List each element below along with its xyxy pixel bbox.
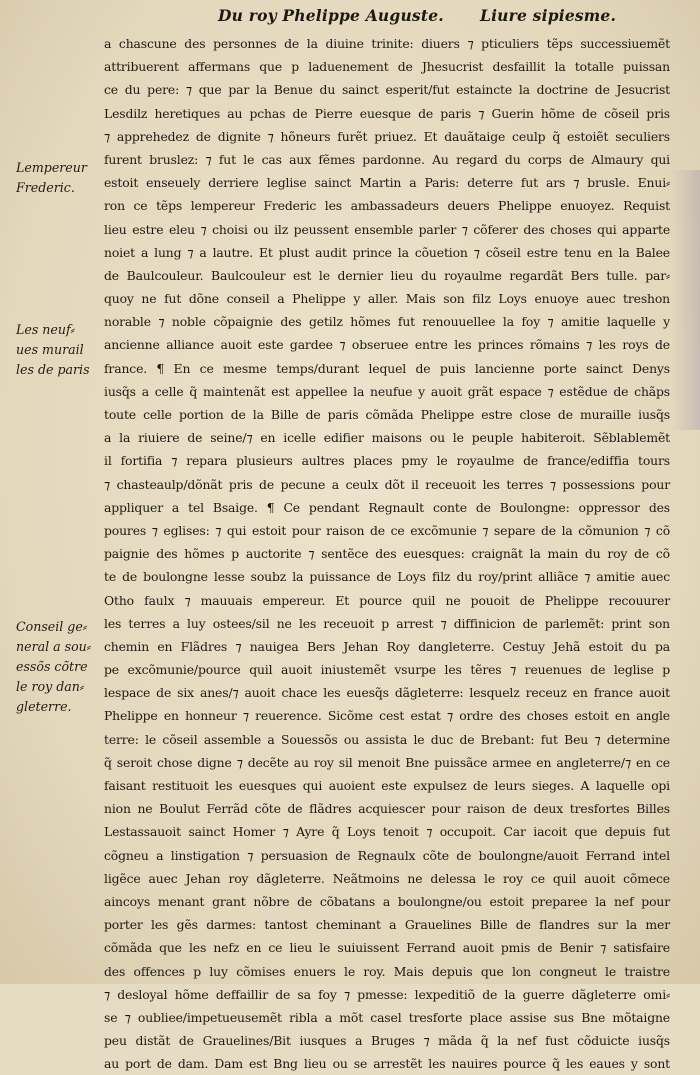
body-text-block	[104, 32, 670, 1075]
text-line: les terres a luy ostees/sil ne les receuoit p arrest ⁊ diffinicion de parlemẽt: print son	[104, 615, 670, 631]
text-line: ancienne alliance auoit este gardee ⁊ obseruee entre les princes rõmains ⁊ les roys de	[104, 337, 670, 353]
text-line: a chascune des personnes de la diuine trinite: diuers ⁊ pticuliers tẽps successiuemẽt	[104, 36, 670, 51]
running-head-book: Liure sipiesme.	[480, 6, 617, 25]
text-line: ce du pere: ⁊ que par la Benue du sainct esperit/fut estaincte la doctrine de Jesucrist	[104, 82, 670, 98]
text-line: toute celle portion de la Bille de paris cõmãda Phelippe estre close de muraille iusq̃s	[104, 407, 670, 422]
text-line: ⁊ desloyal hõme deffaillir de sa foy ⁊ pmesse: lexpeditiõ de la guerre dãgleterre omi⸗	[104, 986, 670, 1002]
text-line: norable ⁊ noble cõpaignie des getilz hõmes fut renouuellee la foy ⁊ amitie laquelle y	[104, 314, 670, 330]
text-line: chemin en Flãdres ⁊ nauigea Bers Jehan Roy dangleterre. Cestuy Jehã estoit du pa	[104, 638, 670, 654]
margin-note-neufs-murail: Les neuf⸗ ues murail les de paris	[16, 322, 90, 377]
text-line: cõgneu a linstigation ⁊ persuasion de Regnaulx cõte de boulongne/auoit Ferrand intel	[104, 847, 670, 863]
text-line: lespace de six anes/⁊ auoit chace les euesq̃s dãgleterre: lesquelz receuz en france auoit	[104, 685, 670, 701]
text-line: aincoys menant grant nõbre de cõbatans a boulongne/ou estoit preparee la nef pour	[104, 893, 670, 909]
text-line: france. ¶ En ce mesme temps/durant lequel de puis lancienne porte sainct Denys	[104, 360, 670, 376]
text-line: Lesdilz heretiques au pchas de Pierre euesque de paris ⁊ Guerin hõme de cõseil pris	[104, 105, 670, 121]
text-line: Otho faulx ⁊ mauuais empereur. Et pource quil ne pouoit de Phelippe recouurer	[104, 592, 670, 608]
paper-edge-stain	[672, 170, 700, 430]
text-line: terre: le cõseil assemble a Souessõs ou assista le duc de Brebant: fut Beu ⁊ determine	[104, 731, 670, 747]
margin-notes	[0, 0, 98, 984]
text-line: appliquer a tel Bsaige. ¶ Ce pendant Regnault conte de Boulongne: oppressor des	[104, 499, 670, 515]
text-line: paignie des hõmes p auctorite ⁊ sentẽce des euesques: craignãt la main du roy de cõ	[104, 546, 670, 562]
text-line: faisant restituoit les euesques qui auoient este expulsez de leurs sieges. A laquelle opi	[104, 778, 670, 793]
text-line: Lestassauoit sainct Homer ⁊ Ayre q̃ Loys tenoit ⁊ occupoit. Car iacoit que depuis fut	[104, 824, 670, 840]
running-header	[0, 4, 700, 28]
text-line: ron ce tẽps lempereur Frederic les ambassadeurs deuers Phelippe enuoyez. Requist	[104, 198, 670, 214]
text-line: iusq̃s a celle q̃ maintenãt est appellee la neufue y auoit grãt espace ⁊ estẽdue de chãps	[104, 383, 670, 399]
text-line: ⁊ apprehedez de dignite ⁊ hõneurs furẽt priuez. Et dauãtaige ceulp q̃ estoiẽt seculiers	[104, 128, 670, 144]
text-line: des offences p luy cõmises enuers le roy. Mais depuis que lon congneut le traistre	[104, 963, 670, 979]
text-line: noiet a lung ⁊ a lautre. Et plust audit prince la cõuetion ⁊ cõseil estre tenu en la Balee	[104, 244, 670, 260]
text-line: cõmãda que les nefz en ce lieu le suiuissent Ferrand auoit pmis de Benir ⁊ satisfaire	[104, 940, 670, 956]
text-line: Phelippe en honneur ⁊ reuerence. Sicõme cest estat ⁊ ordre des choses estoit en angle	[104, 708, 670, 724]
text-line: porter les gẽs darmes: tantost cheminant a Grauelines Bille de flandres sur la mer	[104, 917, 670, 933]
margin-note-empereur: Lempereur Frederic.	[16, 160, 87, 195]
running-head-title: Du roy Phelippe Auguste.	[218, 6, 444, 25]
text-line: au port de dam. Dam est Bng lieu ou se arrestẽt les nauires pource q̃ les eaues y sont	[104, 1056, 670, 1072]
text-line: furent bruslez: ⁊ fut le cas aux fẽmes pardonne. Au regard du corps de Almaury qui	[104, 151, 670, 167]
text-line: estoit enseuely derriere leglise sainct Martin a Paris: deterre fut ars ⁊ brusle. Enui⸗	[104, 175, 670, 191]
text-line: ligẽce auec Jehan roy dãgleterre. Neãtmoins ne delessa le roy ce quil auoit cõmece	[104, 870, 670, 886]
text-line: attribuerent affermans que p laduenement de Jhesucrist desfaillit la totalle puissan	[104, 59, 670, 75]
text-line: il fortifia ⁊ repara plusieurs aultres places pmy le royaulme de france/ediffia tours	[104, 453, 670, 469]
text-line: ⁊ chasteaulp/dõnãt pris de pecune a ceulx dõt il receuoit les terres ⁊ possessions pour	[104, 476, 670, 492]
text-line: lieu estre eleu ⁊ choisi ou ilz peussent ensemble parler ⁊ cõferer des choses qui apparte	[104, 221, 670, 237]
text-line: pe excõmunie/pource quil auoit iniustemẽt vsurpe les tẽres ⁊ reuenues de leglise p	[104, 662, 670, 678]
text-line: se ⁊ oubliee/impetueusemẽt ribla a mõt casel tresforte place assise sus Bne mõtaigne	[104, 1009, 670, 1025]
text-line: nion ne Boulut Ferrãd cõte de flãdres acquiescer pour raison de deux tresfortes Billes	[104, 801, 670, 817]
text-line: a la riuiere de seine/⁊ en icelle edifier maisons ou le peuple habiteroit. Sẽblablemẽt	[104, 430, 670, 446]
text-line: de Baulcouleur. Baulcouleur est le dernier lieu du royaulme regardãt Bers tulle. par⸗	[104, 267, 670, 283]
text-line: q̃ seroit chose digne ⁊ decẽte au roy sil menoit Bne puissãce armee en angleterre/⁊ en ce	[104, 754, 670, 770]
text-line: quoy ne fut dõne conseil a Phelippe y aller. Mais son filz Loys enuoye auec treshon	[104, 291, 670, 307]
text-line: peu distãt de Grauelines/Bit iusques a Bruges ⁊ mãda q̃ la nef fust cõduicte iusq̃s	[104, 1033, 670, 1049]
margin-note-conseil: Conseil ge⸗ neral a sou⸗ essõs cõtre le roy dan⸗ gleterre.	[16, 619, 91, 714]
text-line: te de boulongne lesse soubz la puissance de Loys filz du roy/print alliãce ⁊ amitie auec	[104, 569, 670, 585]
text-line: poures ⁊ eglises: ⁊ qui estoit pour raison de ce excõmunie ⁊ separe de la cõmunion ⁊ cõ	[104, 522, 670, 538]
